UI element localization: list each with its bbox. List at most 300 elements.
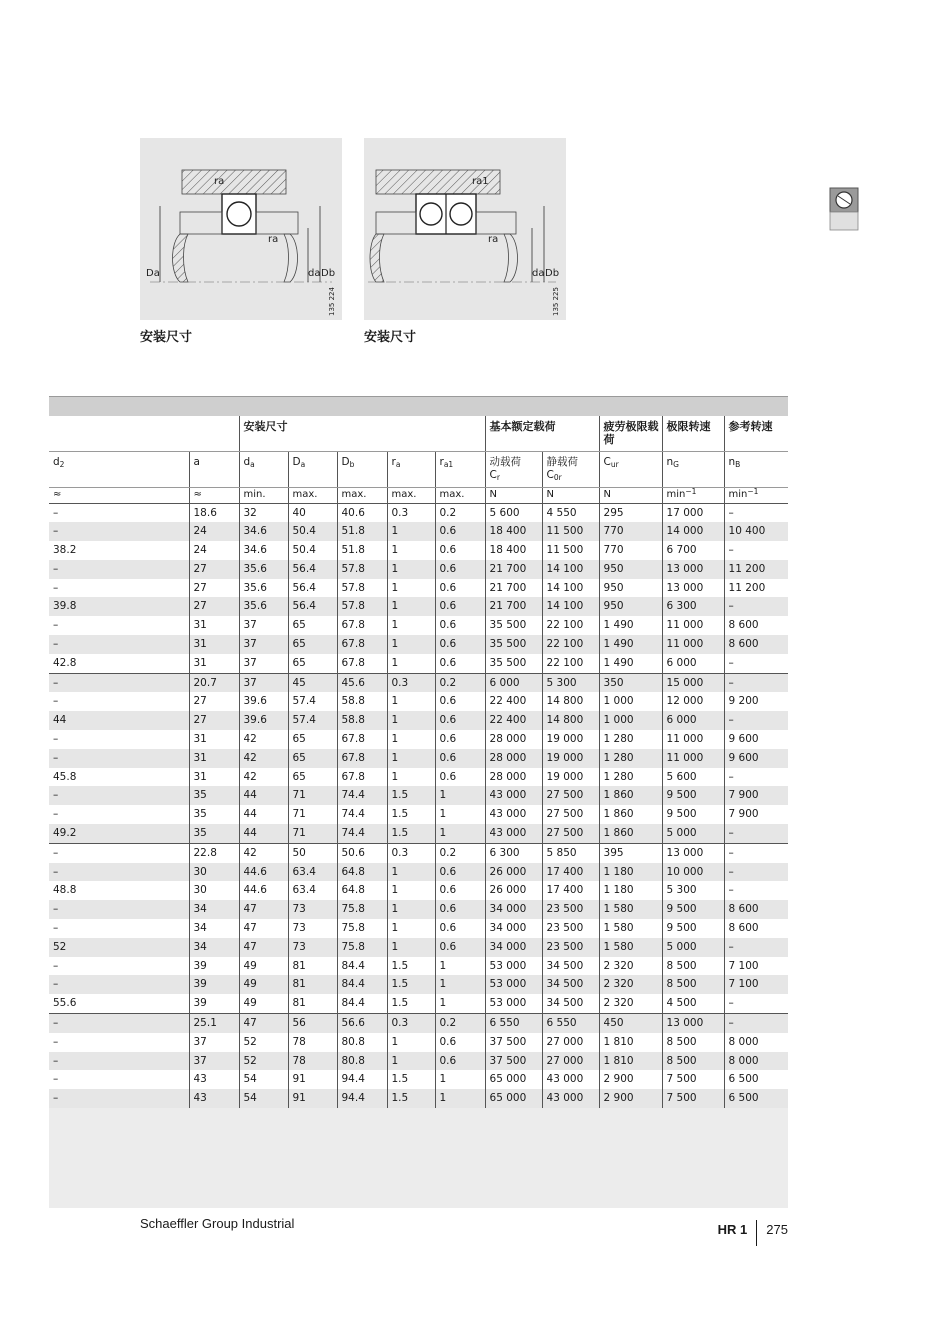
cell-Da: 56.4 xyxy=(288,579,337,598)
cell-Da: 65 xyxy=(288,749,337,768)
cell-Da: 56.4 xyxy=(288,560,337,579)
table-row xyxy=(49,1070,788,1089)
cell-nG: 11 000 xyxy=(662,616,724,635)
cell-da: 37 xyxy=(239,616,288,635)
cell-ra: 1 xyxy=(387,730,435,749)
cell-ra: 1 xyxy=(387,881,435,900)
cell-Cr: 43 000 xyxy=(485,805,542,824)
bearing-thumbnail-icon xyxy=(829,186,859,232)
cell-d2: 42.8 xyxy=(49,654,189,673)
figure-code: 135 225 xyxy=(552,287,560,316)
cell-Da: 71 xyxy=(288,824,337,843)
cell-nG: 9 500 xyxy=(662,900,724,919)
cell-d2: – xyxy=(49,635,189,654)
cell-d2: – xyxy=(49,957,189,976)
cell-C0r: 22 100 xyxy=(542,654,599,673)
cell-ra1: 0.2 xyxy=(435,503,485,522)
cell-Cur: 295 xyxy=(599,503,662,522)
cell-Cr: 34 000 xyxy=(485,938,542,957)
cell-Cur: 350 xyxy=(599,673,662,692)
cell-ra1: 1 xyxy=(435,1070,485,1089)
cell-nG: 7 500 xyxy=(662,1089,724,1108)
cell-a: 35 xyxy=(189,805,239,824)
cell-d2: – xyxy=(49,560,189,579)
cell-Da: 78 xyxy=(288,1052,337,1071)
cell-Cur: 770 xyxy=(599,541,662,560)
cell-Db: 51.8 xyxy=(337,522,387,541)
cell-C0r: 27 000 xyxy=(542,1033,599,1052)
cell-a: 25.1 xyxy=(189,1014,239,1033)
cell-Db: 57.8 xyxy=(337,579,387,598)
cell-d2: – xyxy=(49,749,189,768)
cell-C0r: 27 500 xyxy=(542,824,599,843)
cell-ra1: 0.2 xyxy=(435,673,485,692)
cell-da: 54 xyxy=(239,1070,288,1089)
cell-Db: 94.4 xyxy=(337,1070,387,1089)
cell-Da: 57.4 xyxy=(288,692,337,711)
cell-nG: 7 500 xyxy=(662,1070,724,1089)
mounting-dimensions-table xyxy=(49,416,788,1108)
unit-ra: max. xyxy=(387,487,435,503)
cell-ra1: 1 xyxy=(435,994,485,1013)
col-ra1: $r_{a1}$ xyxy=(435,451,485,487)
cell-Cr: 43 000 xyxy=(485,824,542,843)
cell-ra: 1.5 xyxy=(387,786,435,805)
cell-da: 44 xyxy=(239,786,288,805)
cell-ra1: 0.6 xyxy=(435,938,485,957)
cell-ra: 1.5 xyxy=(387,975,435,994)
cell-ra: 1 xyxy=(387,560,435,579)
cell-Db: 74.4 xyxy=(337,786,387,805)
unit-Db: max. xyxy=(337,487,387,503)
unit-ra1: max. xyxy=(435,487,485,503)
cell-ra1: 0.6 xyxy=(435,711,485,730)
cell-ra1: 0.6 xyxy=(435,1052,485,1071)
cell-ra: 1.5 xyxy=(387,824,435,843)
cell-da: 54 xyxy=(239,1089,288,1108)
cell-Cr: 37 500 xyxy=(485,1033,542,1052)
cell-Db: 75.8 xyxy=(337,938,387,957)
cell-ra1: 0.6 xyxy=(435,597,485,616)
ra-top-label: ra xyxy=(214,176,225,187)
cell-a: 24 xyxy=(189,522,239,541)
cell-Da: 73 xyxy=(288,900,337,919)
cell-a: 37 xyxy=(189,1052,239,1071)
cell-nB: – xyxy=(724,938,788,957)
cell-ra: 0.3 xyxy=(387,1014,435,1033)
cell-nB: – xyxy=(724,597,788,616)
cell-nG: 11 000 xyxy=(662,635,724,654)
cell-nG: 6 000 xyxy=(662,654,724,673)
cell-da: 35.6 xyxy=(239,579,288,598)
table-row xyxy=(49,711,788,730)
cell-nG: 11 000 xyxy=(662,749,724,768)
cell-C0r: 5 850 xyxy=(542,843,599,862)
table-row xyxy=(49,541,788,560)
cell-Cur: 1 280 xyxy=(599,730,662,749)
unit-nG: $\min^{-1}$ xyxy=(662,487,724,503)
cell-Cr: 65 000 xyxy=(485,1070,542,1089)
col-ra: $r_a$ xyxy=(387,451,435,487)
cell-d2: – xyxy=(49,579,189,598)
table-row xyxy=(49,1014,788,1033)
cell-d2: – xyxy=(49,919,189,938)
table-row xyxy=(49,560,788,579)
cell-Da: 50 xyxy=(288,843,337,862)
cell-a: 30 xyxy=(189,881,239,900)
cell-ra1: 1 xyxy=(435,824,485,843)
cell-da: 44.6 xyxy=(239,881,288,900)
cell-da: 44.6 xyxy=(239,863,288,882)
cell-nB: 10 400 xyxy=(724,522,788,541)
cell-Da: 65 xyxy=(288,616,337,635)
cell-Da: 81 xyxy=(288,975,337,994)
cell-nB: 11 200 xyxy=(724,560,788,579)
cell-Db: 94.4 xyxy=(337,1089,387,1108)
cell-Cur: 2 320 xyxy=(599,957,662,976)
col-a: a xyxy=(189,451,239,487)
cell-a: 27 xyxy=(189,579,239,598)
cell-Cur: 2 900 xyxy=(599,1089,662,1108)
table-row xyxy=(49,863,788,882)
cell-Da: 45 xyxy=(288,673,337,692)
cell-Cur: 2 900 xyxy=(599,1070,662,1089)
cell-da: 34.6 xyxy=(239,541,288,560)
cell-ra: 1.5 xyxy=(387,1070,435,1089)
cell-C0r: 34 500 xyxy=(542,975,599,994)
cell-Da: 73 xyxy=(288,919,337,938)
table-row xyxy=(49,1033,788,1052)
cell-nB: 8 600 xyxy=(724,616,788,635)
cell-nB: 8 600 xyxy=(724,635,788,654)
table-row xyxy=(49,616,788,635)
table-row xyxy=(49,919,788,938)
cell-C0r: 27 500 xyxy=(542,786,599,805)
cell-ra1: 0.2 xyxy=(435,1014,485,1033)
cell-nG: 8 500 xyxy=(662,957,724,976)
cell-ra: 1.5 xyxy=(387,957,435,976)
bearing-cross-section-drawing xyxy=(140,138,342,320)
cell-Cr: 53 000 xyxy=(485,994,542,1013)
cell-ra: 1 xyxy=(387,654,435,673)
cell-a: 20.7 xyxy=(189,673,239,692)
cell-ra: 1.5 xyxy=(387,1089,435,1108)
cell-ra1: 1 xyxy=(435,786,485,805)
cell-Da: 50.4 xyxy=(288,541,337,560)
cell-a: 22.8 xyxy=(189,843,239,862)
cell-Da: 57.4 xyxy=(288,711,337,730)
cell-ra: 1 xyxy=(387,749,435,768)
cell-nB: 7 900 xyxy=(724,786,788,805)
dynamic-load-label: 动载荷 xyxy=(489,455,522,468)
cell-d2: – xyxy=(49,1070,189,1089)
cell-Db: 57.8 xyxy=(337,597,387,616)
cell-C0r: 11 500 xyxy=(542,541,599,560)
cell-d2: 48.8 xyxy=(49,881,189,900)
page-number: 275 xyxy=(766,1221,788,1237)
table-row xyxy=(49,768,788,787)
cell-ra: 1 xyxy=(387,522,435,541)
cell-d2: – xyxy=(49,805,189,824)
cell-ra1: 0.6 xyxy=(435,863,485,882)
cell-ra1: 0.6 xyxy=(435,900,485,919)
cell-ra1: 0.6 xyxy=(435,919,485,938)
cell-Db: 50.6 xyxy=(337,843,387,862)
cell-Cur: 450 xyxy=(599,1014,662,1033)
cell-d2: 44 xyxy=(49,711,189,730)
table-row xyxy=(49,994,788,1013)
ra-bottom-label: ra xyxy=(488,234,499,245)
cell-Db: 84.4 xyxy=(337,975,387,994)
cell-C0r: 14 100 xyxy=(542,597,599,616)
table-row xyxy=(49,522,788,541)
cell-nB: – xyxy=(724,768,788,787)
cell-nG: 9 500 xyxy=(662,805,724,824)
cell-nB: 8 000 xyxy=(724,1052,788,1071)
cell-da: 34.6 xyxy=(239,522,288,541)
cell-d2: – xyxy=(49,1014,189,1033)
cell-C0r: 19 000 xyxy=(542,768,599,787)
cell-a: 27 xyxy=(189,597,239,616)
cell-Db: 40.6 xyxy=(337,503,387,522)
cell-Cur: 1 000 xyxy=(599,692,662,711)
cell-Cur: 1 580 xyxy=(599,900,662,919)
cell-Db: 74.4 xyxy=(337,824,387,843)
cell-a: 35 xyxy=(189,824,239,843)
cell-Db: 74.4 xyxy=(337,805,387,824)
cell-da: 52 xyxy=(239,1052,288,1071)
table-body xyxy=(49,503,788,1108)
cell-nG: 11 000 xyxy=(662,730,724,749)
cell-a: 34 xyxy=(189,919,239,938)
cell-Da: 65 xyxy=(288,730,337,749)
cell-a: 39 xyxy=(189,975,239,994)
figure-caption: 安装尺寸 xyxy=(364,330,417,345)
cell-Db: 67.8 xyxy=(337,730,387,749)
Da-label: Da xyxy=(146,268,160,279)
cell-da: 42 xyxy=(239,843,288,862)
cell-nB: – xyxy=(724,824,788,843)
col-Da: $D_a$ xyxy=(288,451,337,487)
col-Cur: $C_{ur}$ xyxy=(599,451,662,487)
cell-nG: 15 000 xyxy=(662,673,724,692)
cell-Cur: 1 580 xyxy=(599,938,662,957)
cell-Db: 58.8 xyxy=(337,692,387,711)
cell-nB: – xyxy=(724,503,788,522)
cell-d2: – xyxy=(49,863,189,882)
table-row xyxy=(49,881,788,900)
cell-C0r: 5 300 xyxy=(542,673,599,692)
cell-Cur: 1 000 xyxy=(599,711,662,730)
group-header-reference-speed: 参考转速 xyxy=(724,416,788,451)
cell-C0r: 14 100 xyxy=(542,560,599,579)
cell-Cr: 43 000 xyxy=(485,786,542,805)
cell-nB: – xyxy=(724,654,788,673)
cell-C0r: 19 000 xyxy=(542,730,599,749)
cell-ra: 1 xyxy=(387,541,435,560)
table-row xyxy=(49,938,788,957)
cell-a: 31 xyxy=(189,730,239,749)
cell-C0r: 22 100 xyxy=(542,616,599,635)
cell-Da: 65 xyxy=(288,654,337,673)
cell-da: 47 xyxy=(239,1014,288,1033)
table-row xyxy=(49,843,788,862)
cell-d2: – xyxy=(49,616,189,635)
col-Db: $D_b$ xyxy=(337,451,387,487)
cell-nG: 14 000 xyxy=(662,522,724,541)
figure-code: 135 224 xyxy=(328,287,336,316)
cell-d2: 55.6 xyxy=(49,994,189,1013)
cell-ra: 1 xyxy=(387,711,435,730)
cell-a: 31 xyxy=(189,616,239,635)
cell-nB: 6 500 xyxy=(724,1070,788,1089)
dimension-table-panel xyxy=(49,396,788,1208)
cell-Da: 81 xyxy=(288,957,337,976)
cell-ra1: 0.6 xyxy=(435,881,485,900)
cell-Db: 84.4 xyxy=(337,994,387,1013)
cell-Cr: 53 000 xyxy=(485,975,542,994)
table-row xyxy=(49,654,788,673)
cell-d2: – xyxy=(49,730,189,749)
cell-Cr: 26 000 xyxy=(485,863,542,882)
cell-Cr: 35 500 xyxy=(485,616,542,635)
cell-ra: 1 xyxy=(387,597,435,616)
cell-d2: – xyxy=(49,692,189,711)
cell-da: 42 xyxy=(239,768,288,787)
cell-da: 49 xyxy=(239,994,288,1013)
cell-d2: – xyxy=(49,786,189,805)
cell-nB: – xyxy=(724,673,788,692)
cell-Cur: 1 860 xyxy=(599,805,662,824)
mounting-drawing-paired xyxy=(364,138,566,320)
mounting-drawing-single xyxy=(140,138,342,320)
cell-da: 44 xyxy=(239,824,288,843)
cell-nG: 8 500 xyxy=(662,1033,724,1052)
cell-C0r: 43 000 xyxy=(542,1089,599,1108)
cell-Da: 71 xyxy=(288,786,337,805)
cell-da: 35.6 xyxy=(239,560,288,579)
cell-d2: 38.2 xyxy=(49,541,189,560)
cell-C0r: 34 500 xyxy=(542,957,599,976)
cell-Cr: 65 000 xyxy=(485,1089,542,1108)
cell-Da: 73 xyxy=(288,938,337,957)
cell-nB: 7 900 xyxy=(724,805,788,824)
col-nG: $n_G$ xyxy=(662,451,724,487)
cell-a: 18.6 xyxy=(189,503,239,522)
cell-Db: 67.8 xyxy=(337,616,387,635)
unit-a: ≈ xyxy=(189,487,239,503)
cell-Cr: 34 000 xyxy=(485,919,542,938)
cell-Da: 78 xyxy=(288,1033,337,1052)
cell-nB: 6 500 xyxy=(724,1089,788,1108)
cell-Cur: 1 860 xyxy=(599,824,662,843)
Db-label: Db xyxy=(321,268,336,279)
col-d2: $d_2$ xyxy=(49,451,189,487)
cell-nB: – xyxy=(724,711,788,730)
cell-a: 27 xyxy=(189,560,239,579)
cell-da: 49 xyxy=(239,975,288,994)
cell-C0r: 22 100 xyxy=(542,635,599,654)
table-row xyxy=(49,957,788,976)
cell-C0r: 23 500 xyxy=(542,900,599,919)
cell-nG: 8 500 xyxy=(662,975,724,994)
cell-d2: – xyxy=(49,522,189,541)
cell-ra: 1.5 xyxy=(387,805,435,824)
cell-a: 39 xyxy=(189,994,239,1013)
cell-ra1: 0.6 xyxy=(435,692,485,711)
cell-ra: 1 xyxy=(387,919,435,938)
table-row xyxy=(49,597,788,616)
cell-Cr: 6 300 xyxy=(485,843,542,862)
cell-d2: – xyxy=(49,1033,189,1052)
cell-Cur: 1 490 xyxy=(599,616,662,635)
cell-d2: – xyxy=(49,1089,189,1108)
cell-d2: – xyxy=(49,673,189,692)
cell-ra1: 0.6 xyxy=(435,1033,485,1052)
cell-nB: – xyxy=(724,863,788,882)
ra-bottom-label: ra xyxy=(268,234,279,245)
cell-a: 31 xyxy=(189,749,239,768)
cell-C0r: 17 400 xyxy=(542,881,599,900)
da-label: da xyxy=(532,268,545,279)
cell-nB: 9 600 xyxy=(724,749,788,768)
unit-da: min. xyxy=(239,487,288,503)
cell-Cr: 18 400 xyxy=(485,541,542,560)
cell-nB: – xyxy=(724,1014,788,1033)
cell-Db: 67.8 xyxy=(337,749,387,768)
cell-Db: 56.6 xyxy=(337,1014,387,1033)
footer-page-info xyxy=(718,1216,788,1242)
cell-Db: 51.8 xyxy=(337,541,387,560)
cell-ra1: 0.6 xyxy=(435,616,485,635)
cell-nB: 7 100 xyxy=(724,975,788,994)
table-row xyxy=(49,975,788,994)
unit-nB: $\min^{-1}$ xyxy=(724,487,788,503)
cell-nB: 7 100 xyxy=(724,957,788,976)
cell-nG: 17 000 xyxy=(662,503,724,522)
cell-nG: 8 500 xyxy=(662,1052,724,1071)
group-header-fatigue: 疲劳极限载荷 xyxy=(599,416,662,451)
cell-da: 32 xyxy=(239,503,288,522)
cell-d2: 49.2 xyxy=(49,824,189,843)
cell-nB: – xyxy=(724,994,788,1013)
cell-da: 52 xyxy=(239,1033,288,1052)
table-row xyxy=(49,635,788,654)
cell-ra1: 0.6 xyxy=(435,522,485,541)
cell-Cr: 28 000 xyxy=(485,768,542,787)
cell-ra: 1 xyxy=(387,768,435,787)
table-row xyxy=(49,805,788,824)
cell-C0r: 6 550 xyxy=(542,1014,599,1033)
cell-a: 31 xyxy=(189,654,239,673)
cell-Da: 50.4 xyxy=(288,522,337,541)
table-header-band xyxy=(49,396,788,416)
cell-Db: 75.8 xyxy=(337,919,387,938)
cell-a: 34 xyxy=(189,938,239,957)
cell-a: 43 xyxy=(189,1070,239,1089)
cell-da: 44 xyxy=(239,805,288,824)
bearing-cross-section-drawing xyxy=(364,138,566,320)
cell-ra: 0.3 xyxy=(387,503,435,522)
cell-da: 39.6 xyxy=(239,711,288,730)
cell-C0r: 27 500 xyxy=(542,805,599,824)
table-row xyxy=(49,692,788,711)
cell-ra: 1 xyxy=(387,1052,435,1071)
cell-Cur: 1 180 xyxy=(599,863,662,882)
cell-nG: 6 300 xyxy=(662,597,724,616)
cell-da: 37 xyxy=(239,673,288,692)
cell-ra1: 0.2 xyxy=(435,843,485,862)
